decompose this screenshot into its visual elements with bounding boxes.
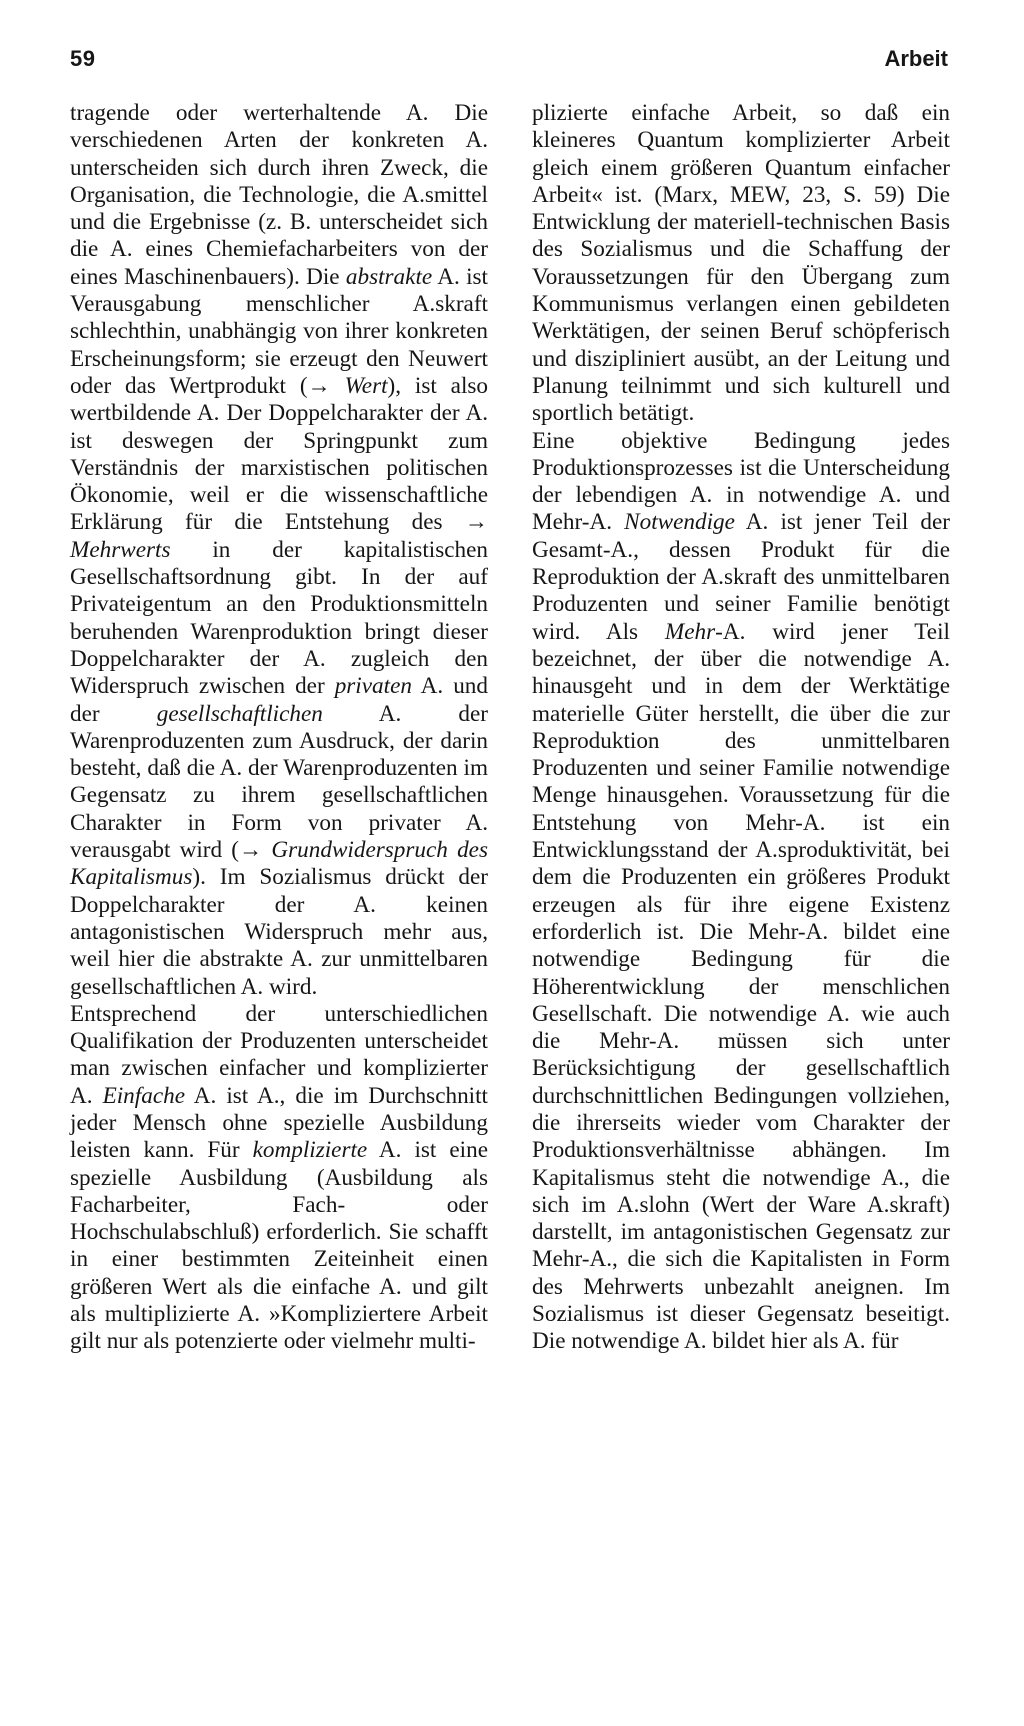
page-number: 59 (70, 46, 96, 71)
left-paragraph-1: tragende oder werterhaltende A. Die verschiedenen Arten der konkreten A. unterscheiden sich durch ihren Zweck, die Organisation, die Technologie, die A.smittel und die Ergebnisse (z. B. unterscheidet sich die A. eines Chemiefacharbeiters von der eines Maschinenbauers). Die abstrakte A. ist Verausgabung menschlicher A.skraft schlechthin, unabhängig von ihrer konkreten Erscheinungsform; sie erzeugt den Neuwert oder das Wertprodukt (→ Wert), ist also wertbildende A. Der Doppelcharakter der A. ist deswegen der Springpunkt zum Verständnis der marxistischen politischen Ökonomie, weil er die wissenschaftliche Erklärung für die Entstehung des → Mehrwerts in der kapitalistischen Gesellschaftsordnung gibt. In der auf Privateigentum an den Produktionsmitteln beruhenden Warenproduktion bringt dieser Doppelcharakter der A. zugleich den Widerspruch zwischen der privaten A. und der gesellschaftlichen A. der Warenproduzenten zum Ausdruck, der darin besteht, daß die A. der Warenproduzenten im Gegensatz zu ihrem gesellschaftlichen Charakter in Form von privater A. verausgabt wird (→ Grundwiderspruch des Kapitalismus). Im Sozialismus drückt der Doppelcharakter der A. keinen antagonistischen Widerspruch mehr aus, weil hier die abstrakte A. zur unmittelbaren gesellschaftlichen A. wird. (70, 100, 489, 1000)
right-paragraph-2: Eine objektive Bedingung jedes Produktionsprozesses ist die Unterscheidung der lebendigen A. in notwendige A. und Mehr-A. Notwendige A. ist jener Teil der Gesamt-A., dessen Produkt für die Reproduktion der A.skraft des unmittelbaren Produzenten und seiner Familie benötigt wird. Als Mehr-A. wird jener Teil bezeichnet, der über die notwendige A. hinausgeht und in dem der Werktätige materielle Güter herstellt, die über die zur Reproduktion des unmittelbaren Produzenten und seiner Familie notwendige Menge hinausgehen. Voraussetzung für die Entstehung von Mehr-A. ist ein Entwicklungsstand der A.sproduktivität, bei dem die Produzenten ein größeres Produkt erzeugen als für ihre eigene Existenz erforderlich ist. Die Mehr-A. bildet eine notwendige Bedingung für die Höherentwicklung der menschlichen Gesellschaft. Die notwendige A. wie auch die Mehr-A. müssen sich unter Berücksichtigung der gesellschaftlich durchschnittlichen Bedingungen vollziehen, die ihrerseits wieder vom Charakter der Produktionsverhältnisse abhängen. Im Kapitalismus steht die notwendige A., die sich im A.slohn (Wert der Ware A.skraft) darstellt, im antagonistischen Gegensatz zur Mehr-A., die sich die Kapitalisten in Form des Mehrwerts unbezahlt aneignen. Im Sozialismus ist dieser Gegensatz beseitigt. Die notwendige A. bildet hier als A. für (532, 427, 950, 1355)
left-paragraph-2: Entsprechend der unterschiedlichen Qualifikation der Produzenten unterscheidet man zwischen einfacher und komplizierter A. Einfache A. ist A., die im Durchschnitt jeder Mensch ohne spezielle Ausbildung leisten kann. Für komplizierte A. ist eine spezielle Ausbildung (Ausbildung als Facharbeiter, Fach- oder Hochschulabschluß) erforderlich. Sie schafft in einer bestimmten Zeiteinheit einen größeren Wert als die einfache A. und gilt als multiplizierte A. »Kompliziertere Arbeit gilt nur als potenzierte oder vielmehr multi- (70, 1000, 488, 1355)
right-column (532, 100, 950, 1356)
left-column (70, 100, 488, 1356)
running-head: Arbeit (884, 46, 948, 71)
right-paragraph-1: plizierte einfache Arbeit, so daß ein kleineres Quantum komplizierter Arbeit gleich einem größeren Quantum einfacher Arbeit« ist. (Marx, MEW, 23, S. 59) Die Entwicklung der materiell-technischen Basis des Sozialismus und die Schaffung der Voraussetzungen für den Übergang zum Kommunismus verlangen einen gebildeten Werktätigen, der seinen Beruf schöpferisch und diszipliniert ausübt, an der Leitung und Planung teilnimmt und sich kulturell und sportlich betätigt. (532, 100, 950, 427)
